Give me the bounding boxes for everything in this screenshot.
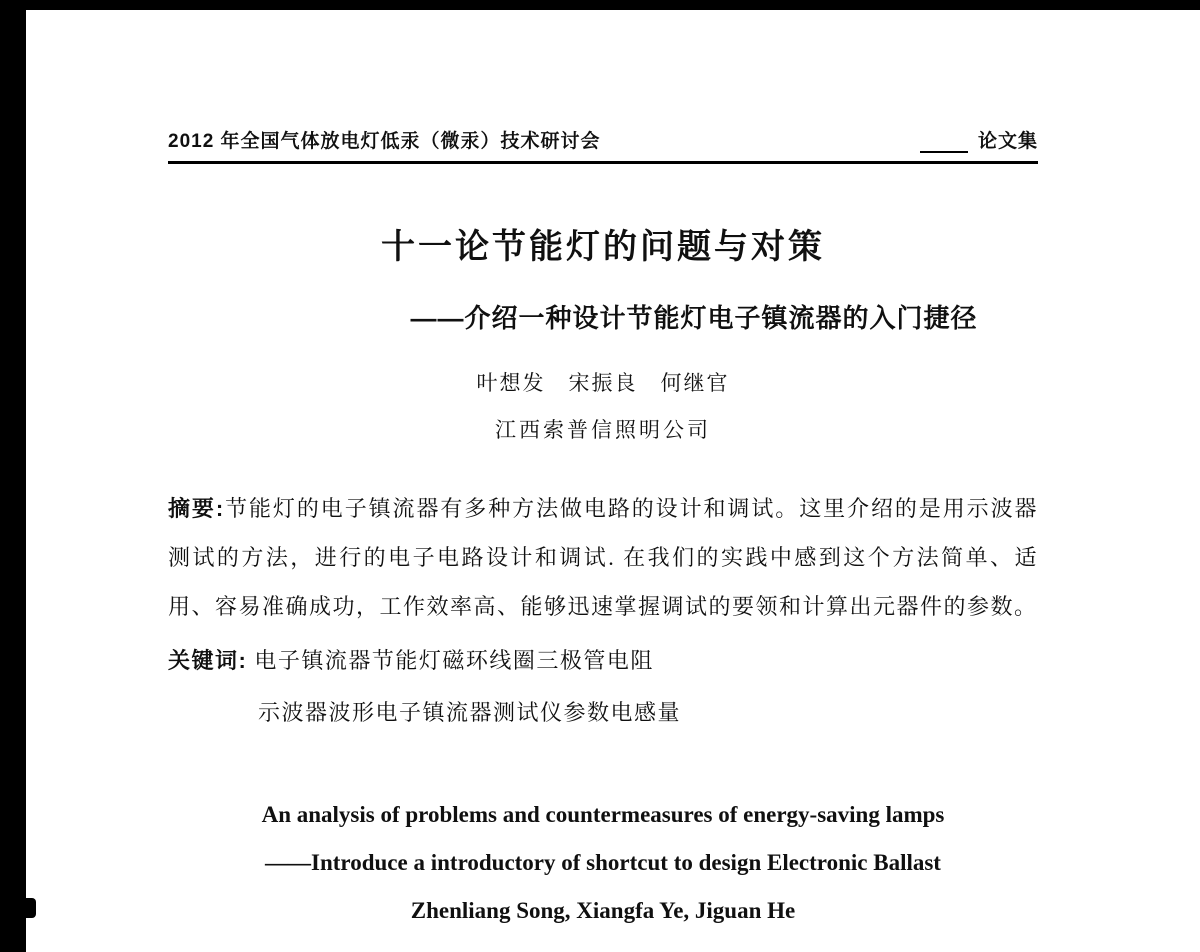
page-header bbox=[168, 126, 1038, 164]
conference-title: 2012 年全国气体放电灯低汞（微汞）技术研讨会 bbox=[168, 131, 601, 152]
keywords-line2: 示波器波形电子镇流器测试仪参数电感量 bbox=[258, 700, 682, 725]
affiliation: 江西索普信照明公司 bbox=[495, 418, 711, 442]
proceedings-label: 论文集 bbox=[977, 131, 1038, 152]
paper-title: 十一论节能灯的问题与对策 bbox=[381, 228, 825, 266]
english-title: An analysis of problems and countermeasures of energy-saving lamps bbox=[261, 802, 945, 827]
page-content bbox=[168, 0, 1038, 935]
header-underline-mark bbox=[920, 135, 968, 153]
abstract bbox=[168, 484, 1038, 631]
keywords-label: 关键词: bbox=[168, 648, 248, 673]
keywords bbox=[168, 635, 1038, 739]
scan-smudge bbox=[24, 898, 36, 918]
english-authors: Zhenliang Song, Xiangfa Ye, Jiguan He bbox=[410, 898, 796, 923]
abstract-text: 节能灯的电子镇流器有多种方法做电路的设计和调试。这里介绍的是用示波器测试的方法，进行的电子电路设计和调试. 在我们的实践中感到这个方法简单、适用、容易准确成功，工作效率高、能够迅速掌握调试的要领和计算出元器件的参数。 bbox=[168, 496, 1038, 619]
abstract-label: 摘要: bbox=[168, 496, 225, 521]
header-right bbox=[920, 126, 1038, 153]
scan-edge-left bbox=[0, 0, 26, 952]
english-subtitle: ——Introduce a introductory of shortcut to design Electronic Ballast bbox=[265, 850, 941, 875]
paper-subtitle: ——介绍一种设计节能灯电子镇流器的入门捷径 bbox=[410, 303, 978, 333]
authors: 叶想发 宋振良 何继官 bbox=[476, 371, 730, 395]
keywords-line1 bbox=[168, 635, 1038, 687]
english-section bbox=[168, 791, 1038, 935]
keywords-line1-text: 电子镇流器节能灯磁环线圈三极管电阻 bbox=[254, 648, 654, 673]
